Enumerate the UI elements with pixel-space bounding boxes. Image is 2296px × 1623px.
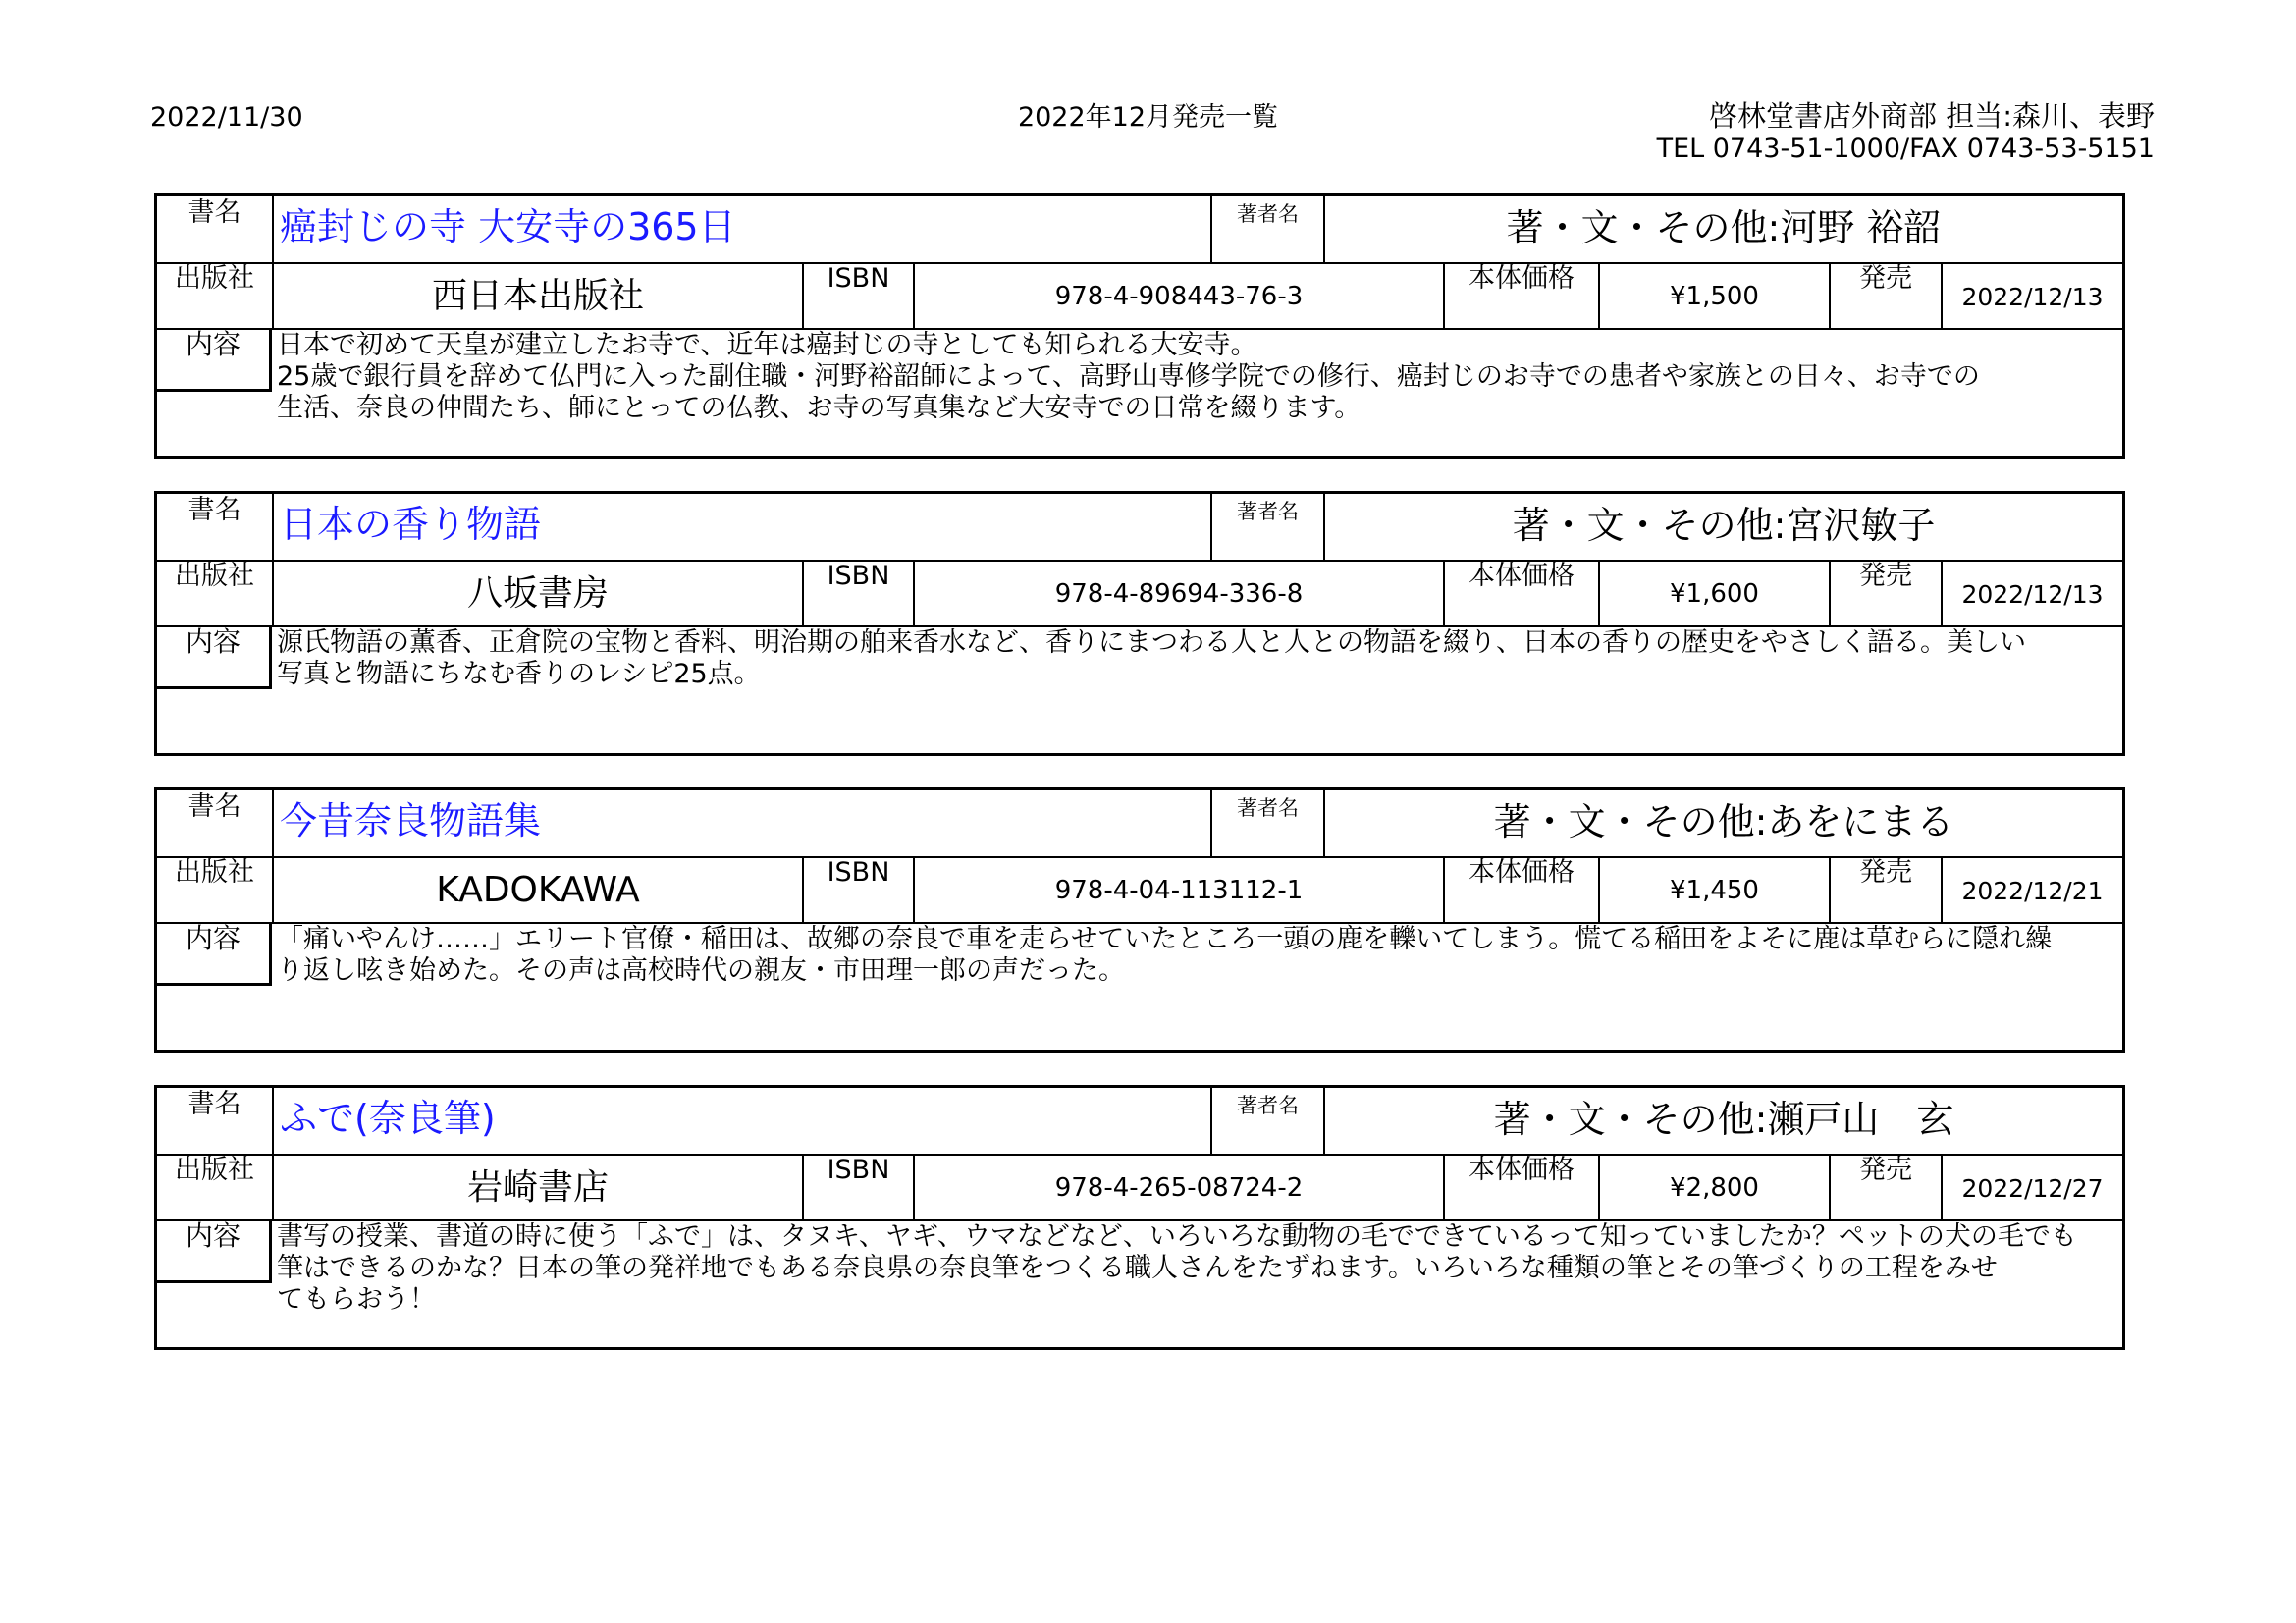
book-content xyxy=(277,330,2109,424)
title-label: 書名 xyxy=(187,495,241,525)
info-row xyxy=(157,262,2122,330)
info-row xyxy=(157,1154,2122,1221)
book-content xyxy=(277,627,2109,690)
content-line: 日本で初めて天皇が建立したお寺で、近年は癌封じの寺としても知られる大安寺。 xyxy=(277,330,1257,360)
publisher-label: 出版社 xyxy=(175,857,254,888)
isbn-label: ISBN xyxy=(802,856,913,922)
title-label: 書名 xyxy=(187,197,241,228)
content-line: 「痛いやんけ……」エリート官僚・稲田は、故郷の奈良で車を走らせていたところ一頭の鹿を轢いてしまう。慌てる稲田をよそに鹿は草むらに隠れ繰 xyxy=(277,924,2053,954)
content-label: 内容 xyxy=(157,922,272,986)
title-row xyxy=(157,196,2122,264)
content-label: 内容 xyxy=(157,1219,272,1283)
book-entry xyxy=(154,1085,2125,1350)
content-label: 内容 xyxy=(157,328,272,392)
content-line: 源氏物語の薫香、正倉院の宝物と香料、明治期の舶来香水など、香りにまつわる人と人との物語を綴り、日本の香りの歴史をやさしく語る。美しい xyxy=(277,627,2026,658)
book-title[interactable]: ふで(奈良筆) xyxy=(272,1088,1210,1154)
book-entry xyxy=(154,193,2125,459)
book-title[interactable]: 日本の香り物語 xyxy=(272,494,1210,560)
release-label: 発売 xyxy=(1829,856,1941,922)
publisher-label: 出版社 xyxy=(175,1155,254,1185)
isbn-label: ISBN xyxy=(802,1154,913,1219)
title-row xyxy=(157,494,2122,562)
book-publisher: KADOKAWA xyxy=(272,856,802,922)
contact-info: TEL 0743-51-1000/FAX 0743-53-5151 xyxy=(1656,134,2155,164)
book-isbn: 978-4-265-08724-2 xyxy=(913,1154,1443,1219)
price-label: 本体価格 xyxy=(1443,560,1598,625)
release-label: 発売 xyxy=(1829,1154,1941,1219)
release-label: 発売 xyxy=(1829,560,1941,625)
book-author: 著・文・その他:あをにまる xyxy=(1323,790,2122,856)
book-price: ¥1,450 xyxy=(1598,856,1829,922)
content-line: 書写の授業、書道の時に使う「ふで」は、タヌキ、ヤギ、ウマなどなど、いろいろな動物の毛でできているって知っていましたか？ペットの犬の毛でも xyxy=(277,1221,2077,1252)
book-content xyxy=(277,1221,2109,1316)
book-release-date: 2022/12/27 xyxy=(1941,1154,2122,1219)
content-label: 内容 xyxy=(157,625,272,689)
content-line: 写真と物語にちなむ香りのレシピ25点。 xyxy=(277,659,761,689)
author-label: 著者名 xyxy=(1210,1088,1323,1154)
book-title[interactable]: 今昔奈良物語集 xyxy=(272,790,1210,856)
content-line: り返し呟き始めた。その声は高校時代の親友・市田理一郎の声だった。 xyxy=(277,955,1125,986)
book-entry xyxy=(154,491,2125,756)
title-label: 書名 xyxy=(187,791,241,822)
print-date: 2022/11/30 xyxy=(150,102,303,133)
book-release-date: 2022/12/21 xyxy=(1941,856,2122,922)
author-label: 著者名 xyxy=(1210,196,1323,262)
release-label: 発売 xyxy=(1829,262,1941,328)
publisher-label: 出版社 xyxy=(175,561,254,591)
book-author: 著・文・その他:宮沢敏子 xyxy=(1323,494,2122,560)
content-line: 筆はできるのかな？日本の筆の発祥地でもある奈良県の奈良筆をつくる職人さんをたずねます。いろいろな種類の筆とその筆づくりの工程をみせ xyxy=(277,1253,1998,1283)
book-release-date: 2022/12/13 xyxy=(1941,262,2122,328)
author-label: 著者名 xyxy=(1210,494,1323,560)
book-content xyxy=(277,924,2109,987)
page-title: 2022年12月発売一覧 xyxy=(1017,102,1279,133)
book-isbn: 978-4-908443-76-3 xyxy=(913,262,1443,328)
info-row xyxy=(157,560,2122,627)
title-row xyxy=(157,790,2122,858)
price-label: 本体価格 xyxy=(1443,856,1598,922)
content-line: てもらおう！ xyxy=(277,1284,436,1315)
book-title[interactable]: 癌封じの寺 大安寺の365日 xyxy=(272,196,1210,262)
price-label: 本体価格 xyxy=(1443,1154,1598,1219)
info-row xyxy=(157,856,2122,924)
title-label: 書名 xyxy=(187,1089,241,1119)
book-publisher: 八坂書房 xyxy=(272,560,802,625)
content-line: 生活、奈良の仲間たち、師にとっての仏教、お寺の写真集など大安寺での日常を綴ります。 xyxy=(277,393,1362,423)
book-author: 著・文・その他:瀬戸山 玄 xyxy=(1323,1088,2122,1154)
book-price: ¥1,500 xyxy=(1598,262,1829,328)
book-publisher: 西日本出版社 xyxy=(272,262,802,328)
book-price: ¥2,800 xyxy=(1598,1154,1829,1219)
book-author: 著・文・その他:河野 裕韶 xyxy=(1323,196,2122,262)
isbn-label: ISBN xyxy=(802,262,913,328)
title-row xyxy=(157,1088,2122,1156)
book-isbn: 978-4-89694-336-8 xyxy=(913,560,1443,625)
price-label: 本体価格 xyxy=(1443,262,1598,328)
book-release-date: 2022/12/13 xyxy=(1941,560,2122,625)
book-price: ¥1,600 xyxy=(1598,560,1829,625)
book-isbn: 978-4-04-113112-1 xyxy=(913,856,1443,922)
book-entry xyxy=(154,787,2125,1053)
author-label: 著者名 xyxy=(1210,790,1323,856)
publisher-label: 出版社 xyxy=(175,263,254,294)
book-publisher: 岩崎書店 xyxy=(272,1154,802,1219)
store-info: 啓林堂書店外商部 担当:森川、表野 xyxy=(1709,99,2155,133)
content-line: 25歳で銀行員を辞めて仏門に入った副住職・河野裕韶師によって、高野山専修学院での修行、癌封じのお寺での患者や家族との日々、お寺での xyxy=(277,361,1980,392)
isbn-label: ISBN xyxy=(802,560,913,625)
